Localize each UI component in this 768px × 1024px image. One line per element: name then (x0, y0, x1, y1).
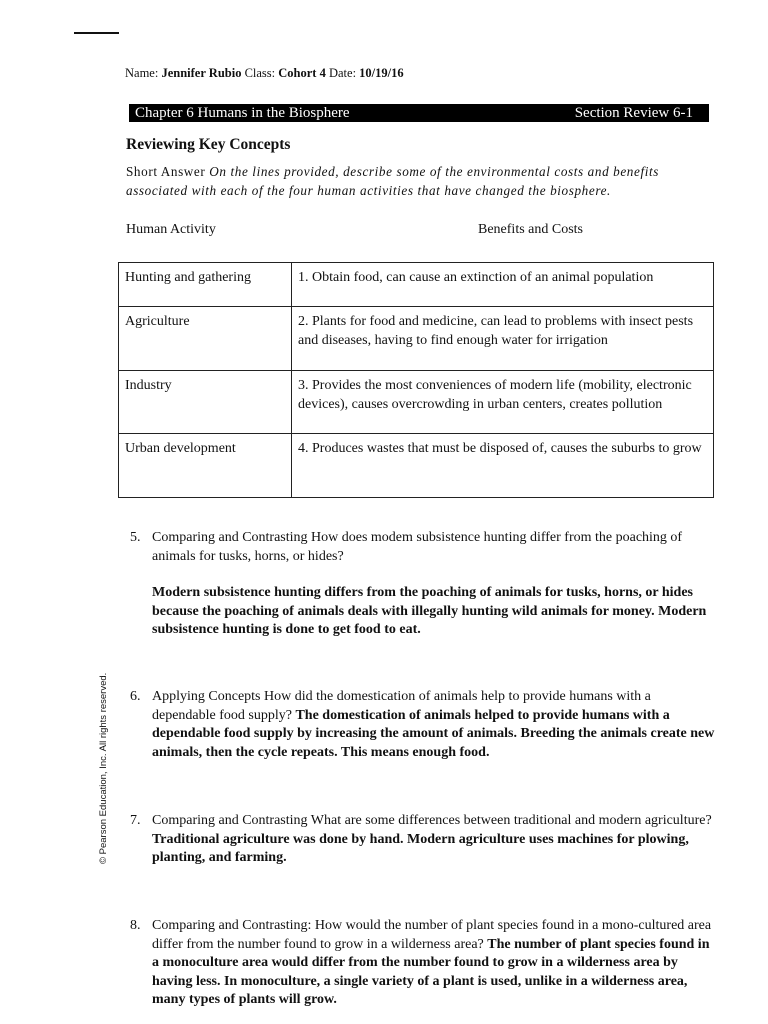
question-answer: The domestication of animals helped to provide humans with a dependable food supply by increasing the amount of animals. Breeding the animals create new animals, then the cycle repeats. This means enough food. (152, 707, 715, 760)
question-prompt: Comparing and Contrasting How does modem subsistence hunting differ from the poaching of animals for tusks, horns, or hides? (152, 530, 683, 564)
date-label: Date: (328, 66, 357, 80)
class-value: Cohort 4 (278, 66, 326, 80)
name-value: Jennifer Rubio (161, 66, 242, 80)
question-answer: The number of plant species found in a monoculture area would differ from the number found to grow in a wilderness area by having less. In monoculture, a single variety of a plant is used, unlike in a wilderness area, many types of plants will grow. (152, 936, 710, 1007)
class-label: Class: (244, 66, 276, 80)
question-prompt: Comparing and Contrasting What are some differences between traditional and modern agriculture? (152, 813, 712, 828)
chapter-title: Chapter 6 Humans in the Biosphere (135, 105, 350, 121)
answer-cell: 4. Produces wastes that must be disposed of, causes the suburbs to grow (292, 434, 714, 498)
table-row (119, 434, 714, 498)
question-6 (130, 688, 715, 762)
activity-cell: Industry (119, 371, 292, 434)
table-row (119, 263, 714, 307)
column-header-benefits: Benefits and Costs (478, 222, 583, 237)
question-number: 5. (130, 530, 141, 545)
question-prompt: Applying Concepts How did the domestication of animals help to provide humans with a dependable food supply? (152, 689, 651, 723)
question-number: 6. (130, 689, 141, 704)
key-concepts-heading: Reviewing Key Concepts (126, 136, 291, 153)
activity-cell: Urban development (119, 434, 292, 498)
activity-cell: Agriculture (119, 307, 292, 371)
activity-cell: Hunting and gathering (119, 263, 292, 307)
answer-cell: 1. Obtain food, can cause an extinction of an animal population (292, 263, 714, 307)
date-value: 10/19/16 (359, 66, 404, 80)
instruction-text: On the lines provided, describe some of the environmental costs and benefits associated with each of the four human activities that have changed the biosphere. (126, 164, 659, 198)
question-prompt: Comparing and Contrasting: How would the number of plant species found in a mono-cultured area differ from the number found to grow in a wilderness area? (152, 918, 712, 952)
name-label: Name: (125, 66, 159, 80)
top-rule-divider (74, 32, 119, 34)
column-header-activity: Human Activity (126, 222, 216, 237)
section-label: Section Review 6-1 (574, 105, 693, 121)
activities-table (118, 262, 714, 498)
table-row (119, 371, 714, 434)
question-answer: Modern subsistence hunting differs from the poaching of animals for tusks, horns, or hides because the poaching of animals deals with illegally hunting wild animals for money. Modern subsistence hunting is done to get food to eat. (152, 585, 707, 637)
question-5 (130, 529, 715, 640)
chapter-banner (129, 104, 709, 122)
copyright-notice: © Pearson Education, Inc. All rights reserved. (98, 672, 109, 864)
answer-cell: 2. Plants for food and medicine, can lead to problems with insect pests and diseases, having to find enough water for irrigation (292, 307, 714, 371)
answer-cell: 3. Provides the most conveniences of modern life (mobility, electronic devices), causes overcrowding in urban centers, creates pollution (292, 371, 714, 434)
question-7 (130, 812, 715, 868)
short-answer-instructions (126, 163, 686, 200)
question-answer: Traditional agriculture was done by hand. Modern agriculture uses machines for plowing, planting, and farming. (152, 831, 689, 865)
question-8 (130, 917, 715, 1010)
instruction-label: Short Answer (126, 164, 206, 179)
table-row (119, 307, 714, 371)
question-number: 7. (130, 813, 141, 828)
question-number: 8. (130, 918, 141, 933)
student-info-line (125, 66, 404, 81)
